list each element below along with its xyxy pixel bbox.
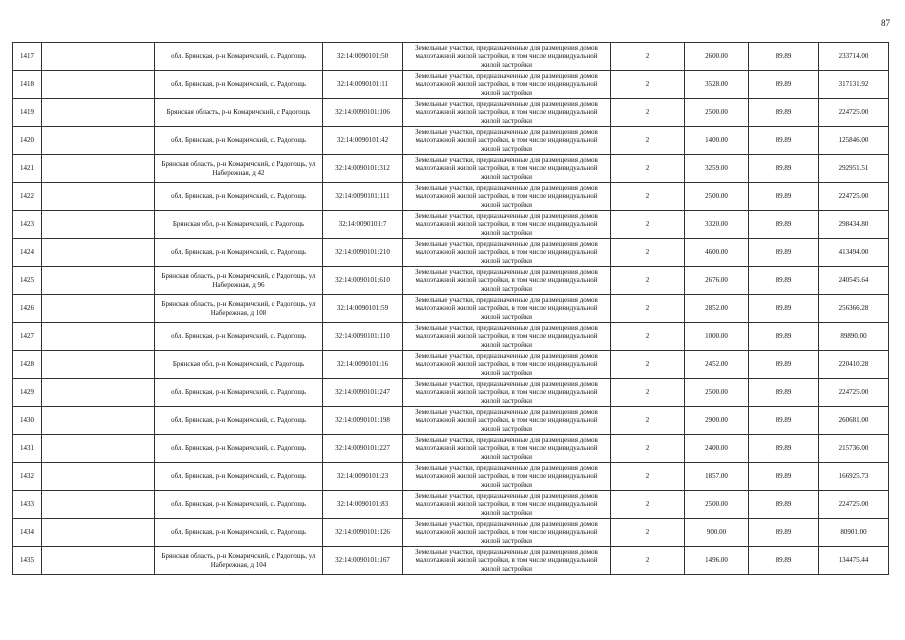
empty-cell <box>42 155 155 183</box>
row-number: 1430 <box>13 407 42 435</box>
table-row <box>13 211 889 239</box>
cadastral-value-cell: 220410.28 <box>819 351 889 379</box>
empty-cell <box>42 183 155 211</box>
empty-cell <box>42 239 155 267</box>
area-cell: 2500.00 <box>685 99 749 127</box>
address-cell: обл. Брянская, р-н Комаричский, с. Радогощь <box>155 127 323 155</box>
empty-cell <box>42 43 155 71</box>
area-cell: 1000.00 <box>685 323 749 351</box>
cadastral-value-cell: 256366.28 <box>819 295 889 323</box>
cadastral-value-cell: 215736.00 <box>819 435 889 463</box>
cadastral-number-cell: 32:14:0090101:7 <box>323 211 403 239</box>
address-cell: обл. Брянская, р-н Комаричский, с. Радогощь <box>155 519 323 547</box>
specific-value-cell: 89.89 <box>749 211 819 239</box>
cadastral-number-cell: 32:14:0090101:210 <box>323 239 403 267</box>
address-cell: обл. Брянская, р-н Комаричский, с. Радогощь <box>155 43 323 71</box>
row-number: 1427 <box>13 323 42 351</box>
cadastral-number-cell: 32:14:0090101:83 <box>323 491 403 519</box>
cadastral-number-cell: 32:14:0090101:610 <box>323 267 403 295</box>
address-cell: обл. Брянская, р-н Комаричский, с. Радогощь <box>155 239 323 267</box>
address-cell: Брянская область, р-н Комаричский, с Радогощь <box>155 99 323 127</box>
land-use-description-cell: Земельные участки, предназначенные для размещения домов малоэтажной жилой застройки, в том числе индивидуальной жилой застройки <box>403 71 611 99</box>
table-row <box>13 71 889 99</box>
category-cell: 2 <box>611 155 685 183</box>
table-row <box>13 267 889 295</box>
cadastral-number-cell: 32:14:0090101:110 <box>323 323 403 351</box>
cadastral-number-cell: 32:14:0090101:11 <box>323 71 403 99</box>
address-cell: обл. Брянская, р-н Комаричский, с. Радогощь <box>155 323 323 351</box>
empty-cell <box>42 323 155 351</box>
cadastral-value-cell: 125846.00 <box>819 127 889 155</box>
empty-cell <box>42 71 155 99</box>
empty-cell <box>42 99 155 127</box>
specific-value-cell: 89.89 <box>749 463 819 491</box>
cadastral-value-cell: 166925.73 <box>819 463 889 491</box>
empty-cell <box>42 351 155 379</box>
cadastral-number-cell: 32:14:0090101:50 <box>323 43 403 71</box>
cadastral-value-cell: 317131.92 <box>819 71 889 99</box>
land-use-description-cell: Земельные участки, предназначенные для размещения домов малоэтажной жилой застройки, в том числе индивидуальной жилой застройки <box>403 43 611 71</box>
row-number: 1423 <box>13 211 42 239</box>
cadastral-number-cell: 32:14:0090101:198 <box>323 407 403 435</box>
area-cell: 2452.00 <box>685 351 749 379</box>
cadastral-number-cell: 32:14:0090101:111 <box>323 183 403 211</box>
empty-cell <box>42 295 155 323</box>
category-cell: 2 <box>611 435 685 463</box>
cadastral-value-cell: 298434.80 <box>819 211 889 239</box>
specific-value-cell: 89.89 <box>749 43 819 71</box>
category-cell: 2 <box>611 267 685 295</box>
cadastral-number-cell: 32:14:0090101:42 <box>323 127 403 155</box>
address-cell: Брянская обл, р-н Комаричский, с Радогощь <box>155 351 323 379</box>
cadastral-number-cell: 32:14:0090101:126 <box>323 519 403 547</box>
specific-value-cell: 89.89 <box>749 491 819 519</box>
table-row <box>13 407 889 435</box>
empty-cell <box>42 519 155 547</box>
table-row <box>13 183 889 211</box>
row-number: 1435 <box>13 547 42 575</box>
empty-cell <box>42 407 155 435</box>
table-row <box>13 519 889 547</box>
empty-cell <box>42 491 155 519</box>
specific-value-cell: 89.89 <box>749 99 819 127</box>
table-row <box>13 351 889 379</box>
cadastral-value-cell: 240545.64 <box>819 267 889 295</box>
area-cell: 1857.00 <box>685 463 749 491</box>
land-use-description-cell: Земельные участки, предназначенные для размещения домов малоэтажной жилой застройки, в том числе индивидуальной жилой застройки <box>403 323 611 351</box>
specific-value-cell: 89.89 <box>749 239 819 267</box>
row-number: 1434 <box>13 519 42 547</box>
row-number: 1421 <box>13 155 42 183</box>
cadastral-value-cell: 224725.00 <box>819 491 889 519</box>
category-cell: 2 <box>611 351 685 379</box>
land-use-description-cell: Земельные участки, предназначенные для размещения домов малоэтажной жилой застройки, в том числе индивидуальной жилой застройки <box>403 99 611 127</box>
address-cell: Брянская область, р-н Комаричский, с Радогощь, ул Набережная, д 42 <box>155 155 323 183</box>
cadastral-value-cell: 89890.00 <box>819 323 889 351</box>
address-cell: Брянская обл, р-н Комаричский, с Радогощь <box>155 211 323 239</box>
table-row <box>13 295 889 323</box>
cadastral-number-cell: 32:14:0090101:227 <box>323 435 403 463</box>
cadastral-number-cell: 32:14:0090101:247 <box>323 379 403 407</box>
cadastral-value-cell: 292951.51 <box>819 155 889 183</box>
cadastral-value-cell: 224725.00 <box>819 99 889 127</box>
table-row <box>13 239 889 267</box>
cadastral-number-cell: 32:14:0090101:312 <box>323 155 403 183</box>
table-row <box>13 491 889 519</box>
address-cell: обл. Брянская, р-н Комаричский, с. Радогощь <box>155 407 323 435</box>
address-cell: обл. Брянская, р-н Комаричский, с. Радогощь <box>155 379 323 407</box>
area-cell: 2600.00 <box>685 43 749 71</box>
row-number: 1426 <box>13 295 42 323</box>
category-cell: 2 <box>611 547 685 575</box>
table-row <box>13 43 889 71</box>
address-cell: Брянская область, р-н Комаричский, с Радогощь, ул Набережная, д 96 <box>155 267 323 295</box>
table-body <box>13 43 889 575</box>
area-cell: 2500.00 <box>685 183 749 211</box>
land-use-description-cell: Земельные участки, предназначенные для размещения домов малоэтажной жилой застройки, в том числе индивидуальной жилой застройки <box>403 435 611 463</box>
area-cell: 2852.00 <box>685 295 749 323</box>
area-cell: 3320.00 <box>685 211 749 239</box>
address-cell: Брянская область, р-н Комаричский, с Радогощь, ул Набережная, д 108 <box>155 295 323 323</box>
address-cell: обл. Брянская, р-н Комаричский, с. Радогощь <box>155 71 323 99</box>
land-use-description-cell: Земельные участки, предназначенные для размещения домов малоэтажной жилой застройки, в том числе индивидуальной жилой застройки <box>403 519 611 547</box>
cadastral-number-cell: 32:14:0090101:106 <box>323 99 403 127</box>
specific-value-cell: 89.89 <box>749 323 819 351</box>
row-number: 1424 <box>13 239 42 267</box>
category-cell: 2 <box>611 491 685 519</box>
land-registry-table <box>12 42 889 575</box>
specific-value-cell: 89.89 <box>749 435 819 463</box>
land-use-description-cell: Земельные участки, предназначенные для размещения домов малоэтажной жилой застройки, в том числе индивидуальной жилой застройки <box>403 127 611 155</box>
land-use-description-cell: Земельные участки, предназначенные для размещения домов малоэтажной жилой застройки, в том числе индивидуальной жилой застройки <box>403 211 611 239</box>
specific-value-cell: 89.89 <box>749 71 819 99</box>
area-cell: 2900.00 <box>685 407 749 435</box>
empty-cell <box>42 127 155 155</box>
category-cell: 2 <box>611 71 685 99</box>
empty-cell <box>42 379 155 407</box>
empty-cell <box>42 267 155 295</box>
row-number: 1428 <box>13 351 42 379</box>
table-row <box>13 323 889 351</box>
row-number: 1433 <box>13 491 42 519</box>
area-cell: 2500.00 <box>685 491 749 519</box>
area-cell: 2676.00 <box>685 267 749 295</box>
table-row <box>13 99 889 127</box>
page-number: 87 <box>881 18 890 28</box>
cadastral-value-cell: 413494.00 <box>819 239 889 267</box>
cadastral-number-cell: 32:14:0090101:59 <box>323 295 403 323</box>
category-cell: 2 <box>611 239 685 267</box>
row-number: 1432 <box>13 463 42 491</box>
land-use-description-cell: Земельные участки, предназначенные для размещения домов малоэтажной жилой застройки, в том числе индивидуальной жилой застройки <box>403 491 611 519</box>
row-number: 1417 <box>13 43 42 71</box>
land-use-description-cell: Земельные участки, предназначенные для размещения домов малоэтажной жилой застройки, в том числе индивидуальной жилой застройки <box>403 295 611 323</box>
specific-value-cell: 89.89 <box>749 379 819 407</box>
cadastral-value-cell: 134475.44 <box>819 547 889 575</box>
area-cell: 2500.00 <box>685 379 749 407</box>
land-use-description-cell: Земельные участки, предназначенные для размещения домов малоэтажной жилой застройки, в том числе индивидуальной жилой застройки <box>403 183 611 211</box>
area-cell: 3528.00 <box>685 71 749 99</box>
row-number: 1429 <box>13 379 42 407</box>
category-cell: 2 <box>611 43 685 71</box>
address-cell: обл. Брянская, р-н Комаричский, с. Радогощь <box>155 183 323 211</box>
land-use-description-cell: Земельные участки, предназначенные для размещения домов малоэтажной жилой застройки, в том числе индивидуальной жилой застройки <box>403 155 611 183</box>
category-cell: 2 <box>611 379 685 407</box>
category-cell: 2 <box>611 323 685 351</box>
area-cell: 2400.00 <box>685 435 749 463</box>
category-cell: 2 <box>611 99 685 127</box>
land-use-description-cell: Земельные участки, предназначенные для размещения домов малоэтажной жилой застройки, в том числе индивидуальной жилой застройки <box>403 239 611 267</box>
cadastral-value-cell: 224725.00 <box>819 379 889 407</box>
table-row <box>13 155 889 183</box>
category-cell: 2 <box>611 407 685 435</box>
specific-value-cell: 89.89 <box>749 547 819 575</box>
address-cell: обл. Брянская, р-н Комаричский, с. Радогощь <box>155 491 323 519</box>
specific-value-cell: 89.89 <box>749 351 819 379</box>
empty-cell <box>42 435 155 463</box>
table-row <box>13 463 889 491</box>
cadastral-number-cell: 32:14:0090101:16 <box>323 351 403 379</box>
empty-cell <box>42 463 155 491</box>
row-number: 1425 <box>13 267 42 295</box>
table-row <box>13 435 889 463</box>
cadastral-number-cell: 32:14:0090101:23 <box>323 463 403 491</box>
address-cell: обл. Брянская, р-н Комаричский, с. Радогощь <box>155 463 323 491</box>
category-cell: 2 <box>611 519 685 547</box>
address-cell: обл. Брянская, р-н Комаричский, с. Радогощь <box>155 435 323 463</box>
address-cell: Брянская область, р-н Комаричский, с Радогощь, ул Набережная, д 104 <box>155 547 323 575</box>
cadastral-value-cell: 224725.00 <box>819 183 889 211</box>
row-number: 1431 <box>13 435 42 463</box>
table-row <box>13 379 889 407</box>
empty-cell <box>42 211 155 239</box>
specific-value-cell: 89.89 <box>749 519 819 547</box>
row-number: 1419 <box>13 99 42 127</box>
area-cell: 1400.00 <box>685 127 749 155</box>
row-number: 1418 <box>13 71 42 99</box>
area-cell: 1496.00 <box>685 547 749 575</box>
cadastral-value-cell: 260681.00 <box>819 407 889 435</box>
land-use-description-cell: Земельные участки, предназначенные для размещения домов малоэтажной жилой застройки, в том числе индивидуальной жилой застройки <box>403 407 611 435</box>
area-cell: 900.00 <box>685 519 749 547</box>
land-use-description-cell: Земельные участки, предназначенные для размещения домов малоэтажной жилой застройки, в том числе индивидуальной жилой застройки <box>403 463 611 491</box>
specific-value-cell: 89.89 <box>749 295 819 323</box>
specific-value-cell: 89.89 <box>749 127 819 155</box>
row-number: 1420 <box>13 127 42 155</box>
specific-value-cell: 89.89 <box>749 155 819 183</box>
row-number: 1422 <box>13 183 42 211</box>
cadastral-number-cell: 32:14:0090101:167 <box>323 547 403 575</box>
land-use-description-cell: Земельные участки, предназначенные для размещения домов малоэтажной жилой застройки, в том числе индивидуальной жилой застройки <box>403 379 611 407</box>
category-cell: 2 <box>611 211 685 239</box>
specific-value-cell: 89.89 <box>749 183 819 211</box>
table-row <box>13 547 889 575</box>
category-cell: 2 <box>611 463 685 491</box>
land-use-description-cell: Земельные участки, предназначенные для размещения домов малоэтажной жилой застройки, в том числе индивидуальной жилой застройки <box>403 351 611 379</box>
area-cell: 3259.00 <box>685 155 749 183</box>
category-cell: 2 <box>611 183 685 211</box>
empty-cell <box>42 547 155 575</box>
land-use-description-cell: Земельные участки, предназначенные для размещения домов малоэтажной жилой застройки, в том числе индивидуальной жилой застройки <box>403 547 611 575</box>
area-cell: 4600.00 <box>685 239 749 267</box>
cadastral-value-cell: 233714.00 <box>819 43 889 71</box>
table-row <box>13 127 889 155</box>
cadastral-value-cell: 80901.00 <box>819 519 889 547</box>
land-use-description-cell: Земельные участки, предназначенные для размещения домов малоэтажной жилой застройки, в том числе индивидуальной жилой застройки <box>403 267 611 295</box>
category-cell: 2 <box>611 127 685 155</box>
category-cell: 2 <box>611 295 685 323</box>
specific-value-cell: 89.89 <box>749 407 819 435</box>
specific-value-cell: 89.89 <box>749 267 819 295</box>
